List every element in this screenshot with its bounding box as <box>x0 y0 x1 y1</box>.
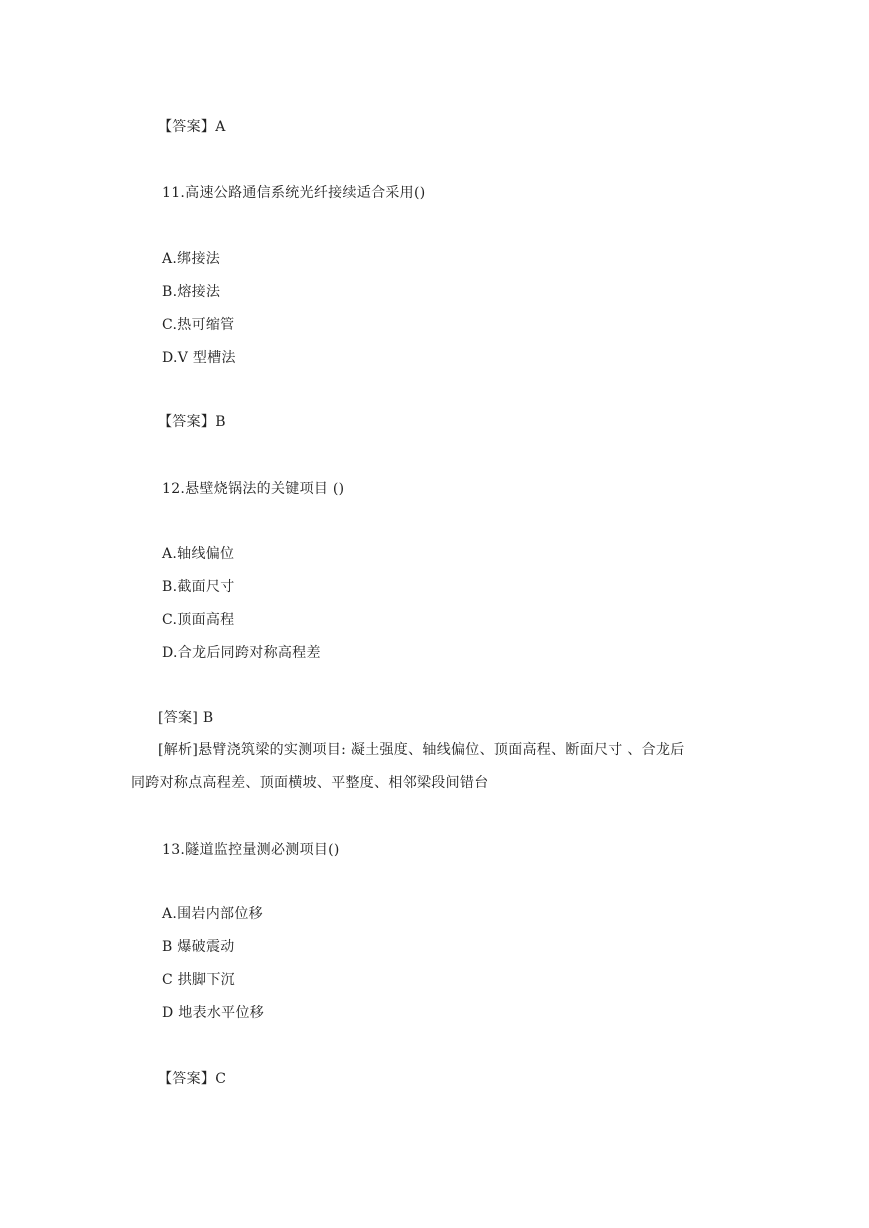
question-13: 13.隧道监控量测必测项目() <box>162 842 340 858</box>
option-11-b: B.熔接法 <box>162 284 221 300</box>
option-12-d: D.合龙后同跨对称高程差 <box>162 645 321 661</box>
answer-q10: 【答案】A <box>158 119 226 135</box>
question-11: 11.高速公路通信系统光纤接续适合采用() <box>162 185 426 201</box>
answer-q12: [答案] B <box>158 710 214 726</box>
option-13-d: D 地表水平位移 <box>162 1005 265 1021</box>
analysis-q12-line1: [解析]悬臂浇筑梁的实测项目: 凝土强度、轴线偏位、顶面高程、断面尺寸 、合龙后 <box>158 742 685 758</box>
option-12-a: A.轴线偏位 <box>162 546 235 562</box>
option-13-c: C 拱脚下沉 <box>162 972 235 988</box>
option-11-a: A.绑接法 <box>162 251 221 267</box>
answer-q13: 【答案】C <box>158 1071 227 1087</box>
option-12-b: B.截面尺寸 <box>162 579 235 595</box>
option-13-b: B 爆破震动 <box>162 939 235 955</box>
option-12-c: C.顶面高程 <box>162 612 235 628</box>
option-13-a: A.围岩内部位移 <box>162 906 263 922</box>
option-11-c: C.热可缩管 <box>162 317 235 333</box>
question-12: 12.悬壁烧锅法的关键项目 () <box>162 481 345 497</box>
option-11-d: D.V 型槽法 <box>162 350 236 366</box>
analysis-q12-line2: 同跨对称点高程差、顶面横坡、平整度、相邻梁段间错台 <box>131 775 489 791</box>
answer-q11: 【答案】B <box>158 414 226 430</box>
